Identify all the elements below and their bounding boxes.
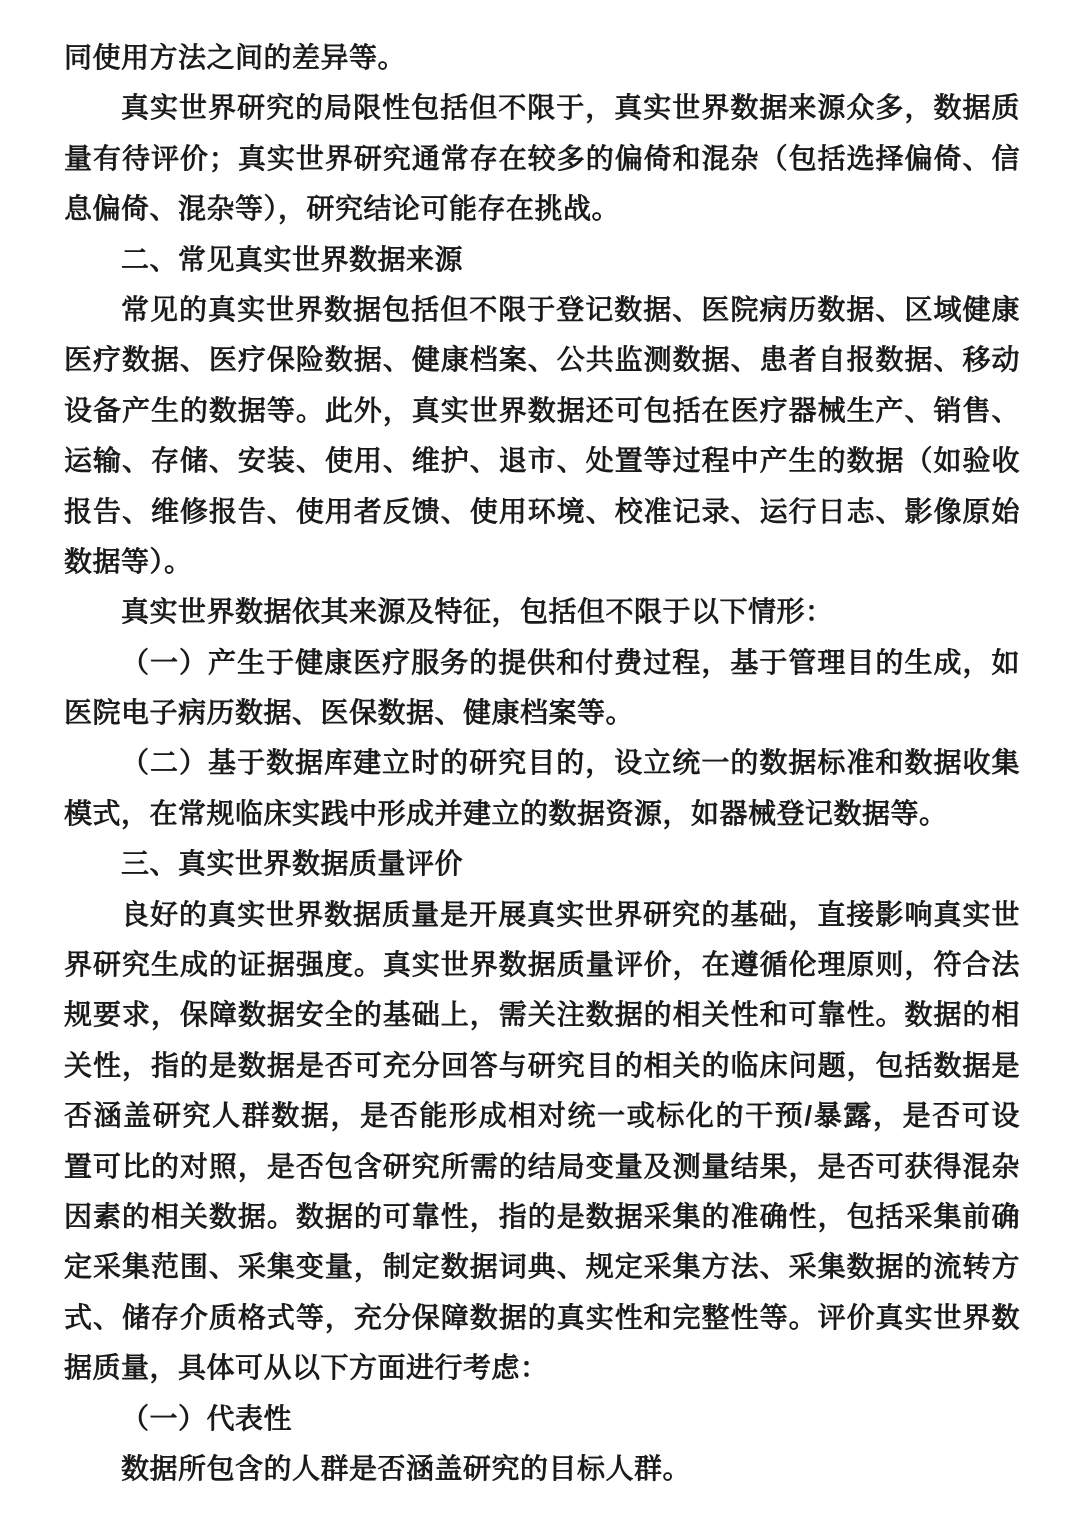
text-line: 运输、存储、安装、使用、维护、退市、处置等过程中产生的数据（如验收 <box>64 445 1020 477</box>
text-line: 良好的真实世界数据质量是开展真实世界研究的基础，直接影响真实世 <box>121 898 1020 930</box>
text-line: 量有待评价；真实世界研究通常存在较多的偏倚和混杂（包括选择偏倚、信 <box>64 142 1020 174</box>
text-line: 息偏倚、混杂等），研究结论可能存在挑战。 <box>64 193 621 225</box>
text-line: 同使用方法之间的差异等。 <box>64 42 407 73</box>
section-heading: 三、真实世界数据质量评价 <box>121 848 464 880</box>
text-line: 式、储存介质格式等，充分保障数据的真实性和完整性等。评价真实世界数 <box>64 1301 1020 1333</box>
text-line: 医疗数据、医疗保险数据、健康档案、公共监测数据、患者自报数据、移动 <box>64 344 1020 376</box>
text-line: （二）基于数据库建立时的研究目的，设立统一的数据标准和数据收集 <box>121 747 1020 779</box>
text-line: 定采集范围、采集变量，制定数据词典、规定采集方法、采集数据的流转方 <box>64 1251 1020 1283</box>
section-heading: 二、常见真实世界数据来源 <box>121 243 464 275</box>
text-line: 报告、维修报告、使用者反馈、使用环境、校准记录、运行日志、影像原始 <box>64 495 1020 527</box>
text-line: 否涵盖研究人群数据，是否能形成相对统一或标化的干预/暴露，是否可设 <box>64 1100 1020 1132</box>
text-line: 模式，在常规临床实践中形成并建立的数据资源，如器械登记数据等。 <box>64 797 948 829</box>
text-line: 规要求，保障数据安全的基础上，需关注数据的相关性和可靠性。数据的相 <box>64 999 1020 1031</box>
text-line: 界研究生成的证据强度。真实世界数据质量评价，在遵循伦理原则，符合法 <box>64 949 1020 981</box>
text-line: 设备产生的数据等。此外，真实世界数据还可包括在医疗器械生产、销售、 <box>64 394 1020 426</box>
text-line: 因素的相关数据。数据的可靠性，指的是数据采集的准确性，包括采集前确 <box>64 1200 1020 1232</box>
text-line: （一）产生于健康医疗服务的提供和付费过程，基于管理目的生成，如 <box>121 646 1020 678</box>
section-heading: （一）代表性 <box>121 1402 293 1434</box>
text-line: 真实世界研究的局限性包括但不限于，真实世界数据来源众多，数据质 <box>121 92 1020 124</box>
text-line: 常见的真实世界数据包括但不限于登记数据、医院病历数据、区域健康 <box>121 293 1020 325</box>
text-line: 置可比的对照，是否包含研究所需的结局变量及测量结果，是否可获得混杂 <box>64 1150 1020 1182</box>
text-line: 真实世界数据依其来源及特征，包括但不限于以下情形： <box>121 596 834 628</box>
text-line: 数据所包含的人群是否涵盖研究的目标人群。 <box>121 1452 692 1484</box>
text-line: 数据等）。 <box>64 545 193 577</box>
text-line: 医院电子病历数据、医保数据、健康档案等。 <box>64 697 635 729</box>
text-line: 据质量，具体可从以下方面进行考虑： <box>64 1352 549 1384</box>
text-line: 关性，指的是数据是否可充分回答与研究目的相关的临床问题，包括数据是 <box>64 1049 1020 1081</box>
